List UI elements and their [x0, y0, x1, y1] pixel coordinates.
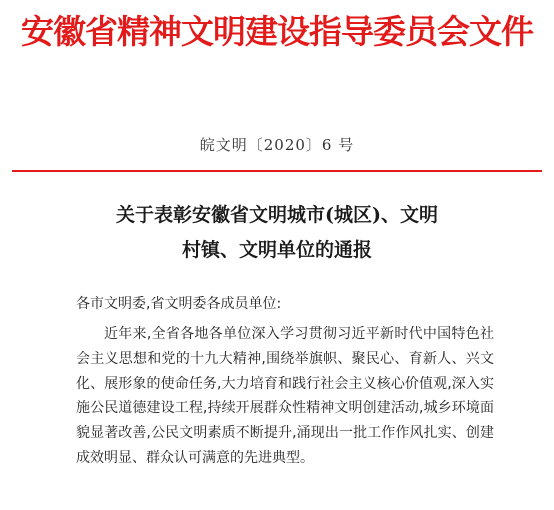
document-title-line-1: 关于表彰安徽省文明城市(城区)、文明: [116, 204, 438, 226]
document-number: 皖文明〔2020〕6 号: [199, 136, 355, 154]
document-header: 安徽省精神文明建设指导委员会文件: [21, 12, 533, 51]
body-paragraph: 近年来,全省各地各单位深入学习贯彻习近平新时代中国特色社会主义思想和党的十九大精神,围绕举旗帜、聚民心、育新人、兴文化、展形象的使命任务,大力培育和践行社会主义核心价值观,深入实施公民道德建设工程,持续开展群众性精神文明创建活动,城乡环境面貌显著改善,公民文明素质不断提升,涌现出一批工作作风扎实、创建成效明显、群众认可满意的先进典型。: [76, 326, 494, 466]
salutation: 各市文明委,省文明委各成员单位:: [76, 296, 282, 312]
document-title-line-2: 村镇、文明单位的通报: [181, 239, 372, 261]
header-divider: [12, 170, 542, 172]
